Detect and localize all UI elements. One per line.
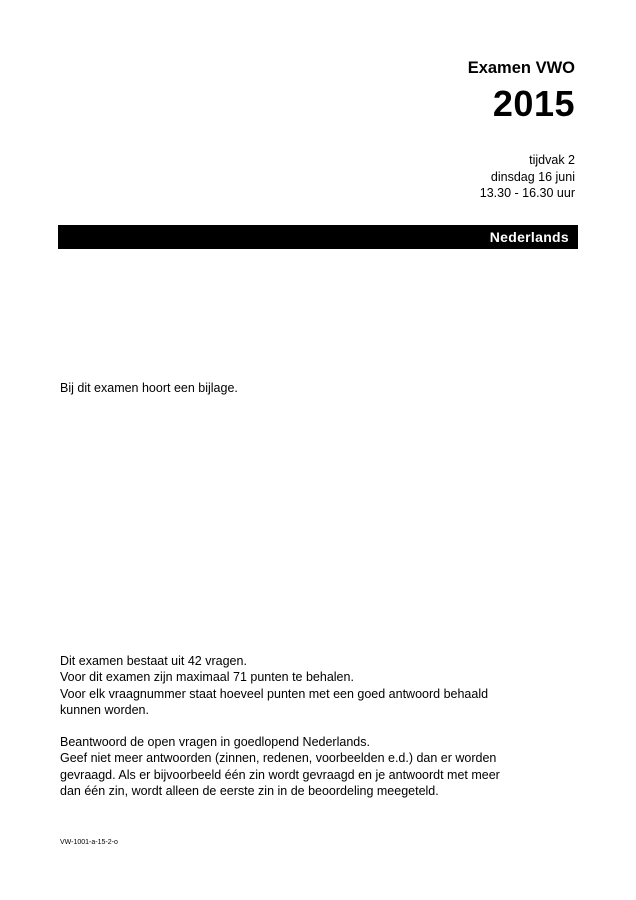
exam-instructions [60,653,560,799]
subject-bar: Nederlands [58,225,578,249]
exam-schedule [468,152,575,202]
attachment-note: Bij dit examen hoort een bijlage. [60,381,238,395]
exam-year: 2015 [492,83,575,124]
instruction-line: Beantwoord de open vragen in goedlopend Nederlands. [60,735,370,750]
instruction-line: kunnen worden. [60,702,149,717]
instruction-line: gevraagd. Als er bijvoorbeeld één zin wordt gevraagd en je antwoordt met meer [60,767,500,782]
exam-type: Examen VWO [467,59,575,77]
instruction-line: Dit examen bestaat uit 42 vragen. [60,654,247,668]
exam-period: tijdvak 2 [529,153,575,167]
instruction-line: Voor dit examen zijn maximaal 71 punten te behalen. [60,670,354,685]
exam-time: 13.30 - 16.30 uur [479,186,575,200]
exam-date: dinsdag 16 juni [490,169,575,184]
instruction-line: dan één zin, wordt alleen de eerste zin in de beoordeling meegeteld. [60,784,439,799]
paragraph-spacer [60,718,560,734]
exam-header [468,56,575,202]
instruction-line: Geef niet meer antwoorden (zinnen, redenen, voorbeelden e.d.) dan er worden [60,751,497,766]
document-code: VW-1001-a-15-2-o [60,839,118,846]
instruction-line: Voor elk vraagnummer staat hoeveel punten met een goed antwoord behaald [60,686,489,701]
